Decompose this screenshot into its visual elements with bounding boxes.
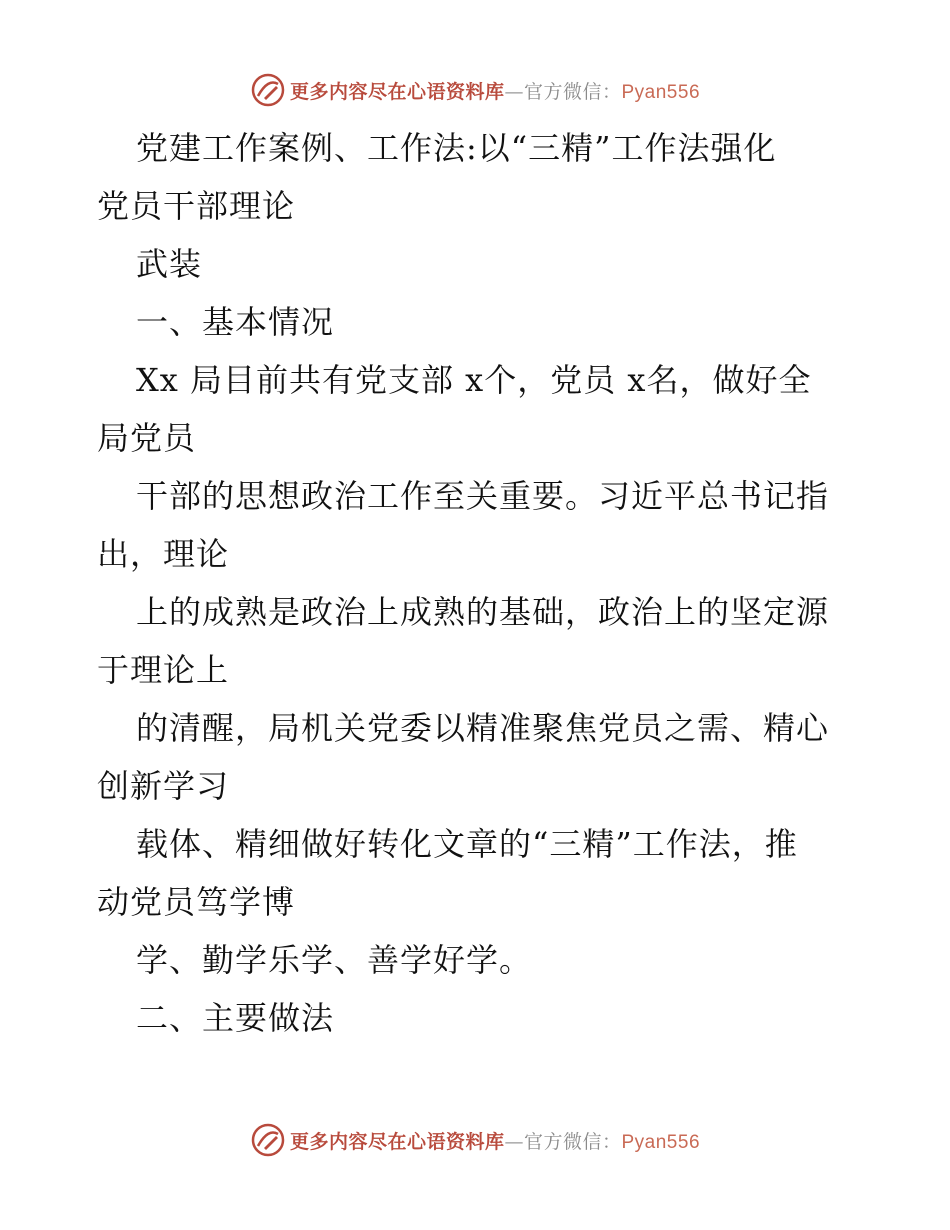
- title-line-2: 党员干部理论: [97, 187, 296, 225]
- watermark-id: Pyan556: [621, 1131, 701, 1153]
- body-line: 干部的思想政治工作至关重要。习近平总书记指: [136, 477, 830, 515]
- section-heading-1: 一、基本情况: [136, 303, 335, 341]
- watermark-dash: —: [504, 1130, 524, 1153]
- pen-logo-icon: [250, 72, 286, 108]
- body-line: 于理论上: [97, 651, 230, 689]
- body-line: Xx 局目前共有党支部 x个，党员 x名，做好全: [136, 361, 812, 399]
- section-heading-2: 二、主要做法: [136, 999, 335, 1037]
- pen-logo-icon: [250, 1122, 286, 1158]
- body-line: 动党员笃学博: [97, 883, 296, 921]
- watermark-site: 更多内容尽在心语资料库: [289, 1130, 505, 1153]
- title-line-3: 武装: [136, 245, 203, 283]
- watermark-text: [290, 1127, 700, 1154]
- watermark-text: [290, 77, 700, 104]
- watermark-id: Pyan556: [621, 81, 701, 103]
- body-line: 上的成熟是政治上成熟的基础，政治上的坚定源: [136, 593, 830, 631]
- watermark-label: 官方微信：: [523, 80, 622, 103]
- title-line-1: 党建工作案例、工作法:以“三精”工作法强化: [136, 129, 777, 167]
- watermark-dash: —: [504, 80, 524, 103]
- body-line: 创新学习: [97, 767, 230, 805]
- footer-watermark: [0, 1120, 950, 1160]
- header-watermark: [0, 70, 950, 110]
- body-line: 学、勤学乐学、善学好学。: [136, 941, 533, 979]
- body-line: 载体、精细做好转化文章的“三精”工作法，推: [136, 825, 798, 863]
- watermark-site: 更多内容尽在心语资料库: [289, 80, 505, 103]
- watermark-label: 官方微信：: [523, 1130, 622, 1153]
- body-line: 的清醒，局机关党委以精准聚焦党员之需、精心: [136, 709, 830, 747]
- body-line: 出，理论: [97, 535, 230, 573]
- body-line: 局党员: [97, 419, 197, 457]
